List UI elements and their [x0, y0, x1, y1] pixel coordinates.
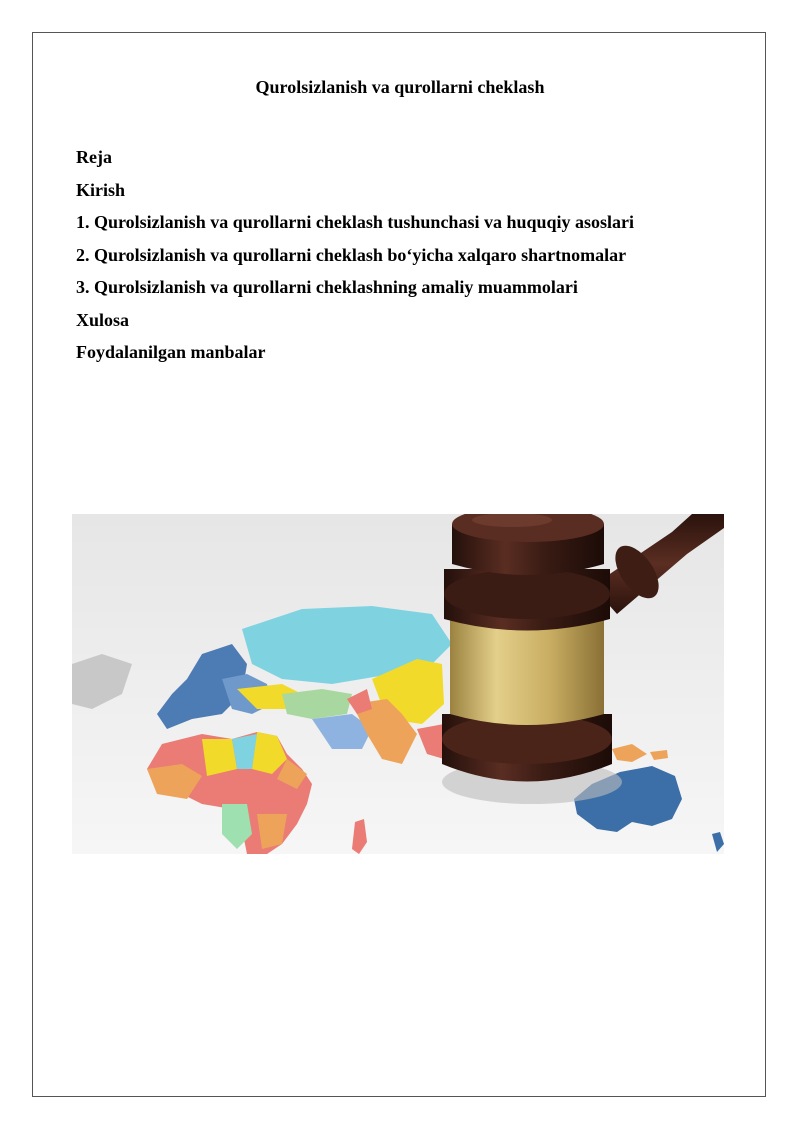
outline-item-3: 3. Qurolsizlanish va qurollarni cheklashning amaliy muammolari: [76, 277, 578, 297]
outline-item-conclusion: Xulosa: [76, 309, 130, 330]
outline-item-references: Foydalanilgan manbalar: [76, 342, 266, 362]
outline-item-introduction: Kirish: [76, 179, 126, 200]
plan-outline: [76, 141, 634, 369]
outline-heading: Reja: [76, 147, 112, 167]
outline-item-2: 2. Qurolsizlanish va qurollarni cheklash bo‘yicha xalqaro shartnomalar: [76, 244, 627, 265]
gavel-on-world-map-photo: [72, 514, 724, 854]
document-title: Qurolsizlanish va qurollarni cheklash: [255, 77, 545, 97]
outline-item-1: 1. Qurolsizlanish va qurollarni cheklash tushunchasi va huquqiy asoslari: [76, 212, 635, 232]
gavel-gold-band: [450, 614, 604, 725]
